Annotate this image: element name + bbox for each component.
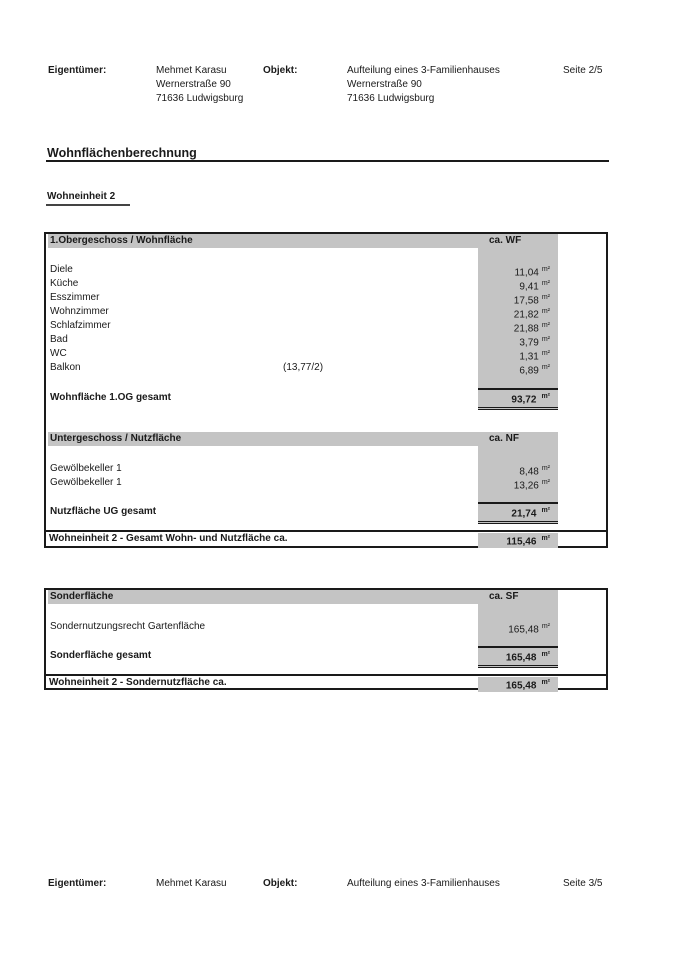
sf-header: Sonderfläche xyxy=(50,591,114,602)
og-header: 1.Obergeschoss / Wohnfläche xyxy=(50,235,193,246)
room-value: 6,89 $^{m^2}$ xyxy=(519,364,550,377)
ug-total-label: Nutzfläche UG gesamt xyxy=(50,506,157,517)
ug-header: Untergeschoss / Nutzfläche xyxy=(50,433,182,444)
room-name: Küche xyxy=(50,278,79,289)
sf-total-label: Sonderfläche gesamt xyxy=(50,650,152,661)
room-value: 11,04 $^{m^2}$ xyxy=(514,266,550,279)
sf-header-band xyxy=(48,590,557,604)
room-note: (13,77/2) xyxy=(283,362,324,373)
special-area-table xyxy=(44,588,608,690)
owner-name: Mehmet Karasu xyxy=(156,65,227,76)
room-value: 9,41 $^{m^2}$ xyxy=(519,280,550,293)
room-value: 21,88 $^{m^2}$ xyxy=(513,322,550,335)
room-name: WC xyxy=(50,348,67,359)
room-name: Esszimmer xyxy=(50,292,100,303)
room-name: Diele xyxy=(50,264,73,275)
footer-object-label: Objekt: xyxy=(263,878,298,889)
object-street: Wernerstraße 90 xyxy=(347,79,422,90)
room-name: Wohnzimmer xyxy=(50,306,109,317)
cellar-value: 13,26 $^{m^2}$ xyxy=(513,479,550,492)
cellar-value: 8,48 $^{m^2}$ xyxy=(519,465,550,478)
ug-total-value: 21,74 $^{m^2}$ xyxy=(478,502,558,524)
sf-item-value: 165,48 $^{m^2}$ xyxy=(508,623,550,636)
room-name: Bad xyxy=(50,334,68,345)
sf-final-label: Wohneinheit 2 - Sondernutzfläche ca. xyxy=(49,677,227,688)
owner-label: Eigentümer: xyxy=(48,65,107,76)
final-total-value: 115,46 $^{m^2}$ xyxy=(478,533,558,548)
sf-final-divider xyxy=(46,674,606,676)
unit-title: Wohneinheit 2 xyxy=(47,191,116,202)
room-name: Schlafzimmer xyxy=(50,320,111,331)
og-total-label: Wohnfläche 1.OG gesamt xyxy=(50,392,171,403)
room-value: 1,31 $^{m^2}$ xyxy=(519,350,550,363)
og-total-value: 93,72 $^{m^2}$ xyxy=(478,388,558,410)
sf-total-value: 165,48 $^{m^2}$ xyxy=(478,646,558,668)
og-col-header: ca. WF xyxy=(489,235,522,246)
object-city: 71636 Ludwigsburg xyxy=(347,93,435,104)
owner-street: Wernerstraße 90 xyxy=(156,79,231,90)
room-value: 21,82 $^{m^2}$ xyxy=(513,308,550,321)
unit-title-rule xyxy=(46,204,130,206)
ug-col-header: ca. NF xyxy=(489,433,520,444)
final-total-label: Wohneinheit 2 - Gesamt Wohn- und Nutzfläche ca. xyxy=(49,533,288,544)
room-name: Balkon xyxy=(50,362,81,373)
owner-city: 71636 Ludwigsburg xyxy=(156,93,244,104)
cellar-name: Gewölbekeller 1 xyxy=(50,463,122,474)
footer-owner-label: Eigentümer: xyxy=(48,878,107,889)
object-title: Aufteilung eines 3-Familienhauses xyxy=(347,65,500,76)
sf-col-header: ca. SF xyxy=(489,591,519,602)
sf-final-value: 165,48 $^{m^2}$ xyxy=(478,677,558,692)
area-table-unit2 xyxy=(44,232,608,548)
section-title-rule xyxy=(46,160,609,162)
cellar-name: Gewölbekeller 1 xyxy=(50,477,122,488)
final-divider xyxy=(46,530,606,532)
footer-owner-name: Mehmet Karasu xyxy=(156,878,227,889)
sf-item-label: Sondernutzungsrecht Gartenfläche xyxy=(50,621,206,632)
footer-page-number: Seite 3/5 xyxy=(563,878,603,889)
room-value: 17,58 $^{m^2}$ xyxy=(513,294,550,307)
object-label: Objekt: xyxy=(263,65,298,76)
room-value: 3,79 $^{m^2}$ xyxy=(519,336,550,349)
section-title: Wohnflächenberechnung xyxy=(47,146,197,160)
page-number: Seite 2/5 xyxy=(563,65,603,76)
footer-object-title: Aufteilung eines 3-Familienhauses xyxy=(347,878,500,889)
